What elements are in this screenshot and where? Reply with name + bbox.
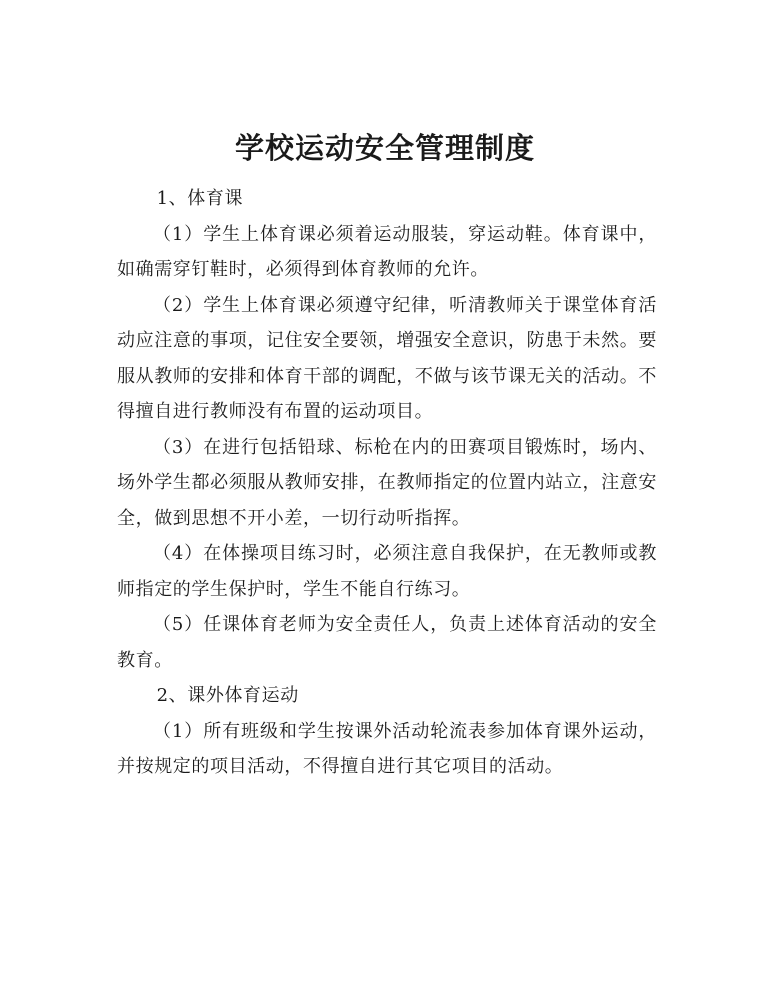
paragraph-item-2: （2）学生上体育课必须遵守纪律，听清教师关于课堂体育活动应注意的事项，记住安全要领，增强安全意识，防患于未然。要服从教师的安排和体育干部的调配，不做与该节课无关的活动。不得擅自进行教师没有布置的运动项目。 bbox=[117, 294, 657, 422]
paragraph-item-3: （3）在进行包括铅球、标枪在内的田赛项目锻炼时，场内、场外学生都必须服从教师安排，在教师指定的位置内站立，注意安全，做到思想不开小差，一切行动听指挥。 bbox=[117, 436, 657, 529]
section-heading-pe-class: 1、体育课 bbox=[156, 188, 244, 209]
document-title: 学校运动安全管理制度 bbox=[234, 131, 535, 165]
document-body bbox=[117, 181, 657, 785]
paragraph-item-6: （1）所有班级和学生按课外活动轮流表参加体育课外运动，并按规定的项目活动，不得擅自进行其它项目的活动。 bbox=[117, 720, 657, 777]
paragraph-item-4: （4）在体操项目练习时，必须注意自我保护，在无教师或教师指定的学生保护时，学生不能自行练习。 bbox=[117, 543, 657, 600]
section-heading-extracurricular: 2、课外体育运动 bbox=[156, 685, 299, 706]
paragraph-item-1: （1）学生上体育课必须着运动服装，穿运动鞋。体育课中，如确需穿钉鞋时，必须得到体育教师的允许。 bbox=[117, 223, 657, 280]
paragraph-item-5: （5）任课体育老师为安全责任人，负责上述体育活动的安全教育。 bbox=[117, 614, 657, 671]
